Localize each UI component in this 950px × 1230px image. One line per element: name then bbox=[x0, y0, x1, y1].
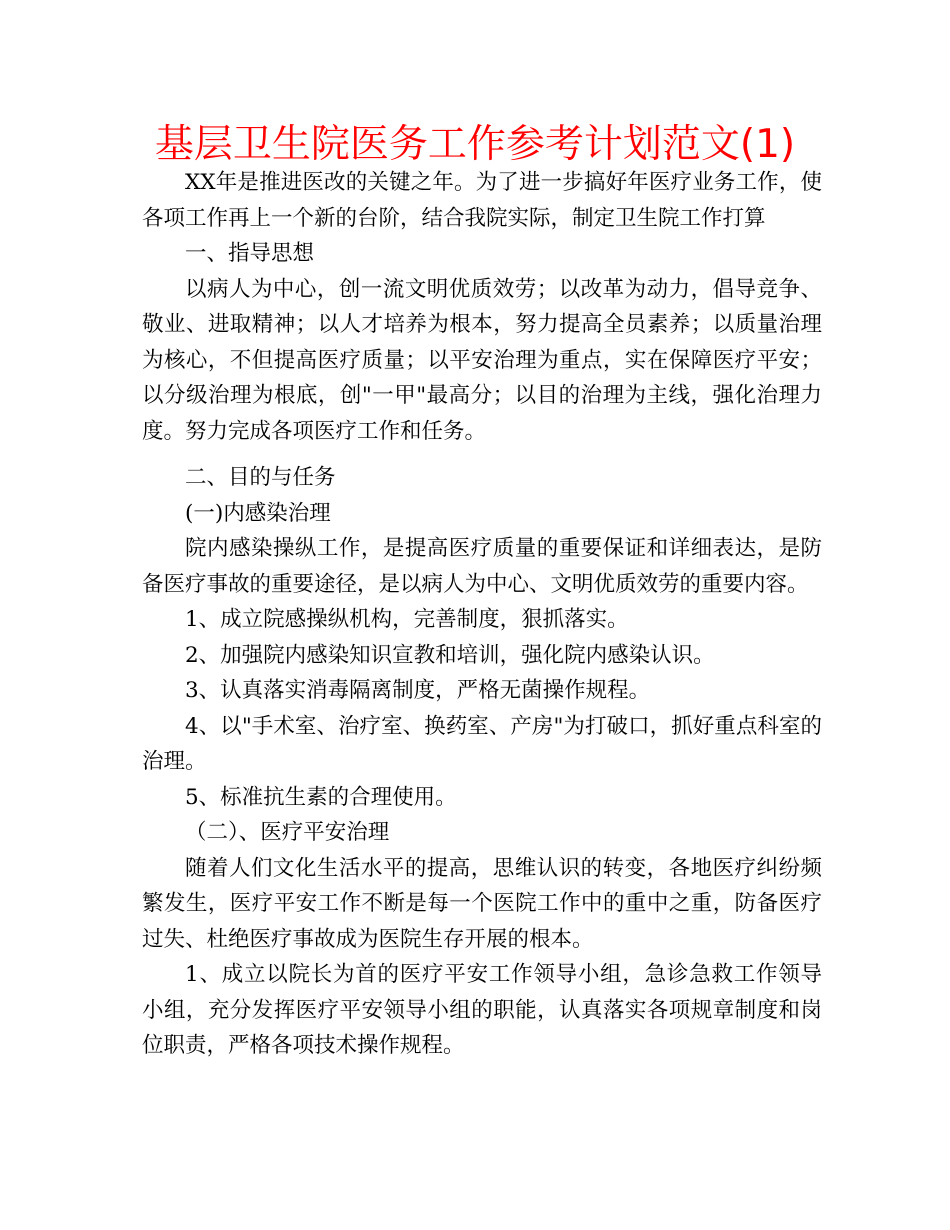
list-item: 1、成立以院长为首的医疗平安工作领导小组，急诊急救工作领导小组，充分发挥医疗平安领导小组的职能，认真落实各项规章制度和岗位职责，严格各项技术操作规程。 bbox=[142, 962, 822, 1058]
heading-infection-control: (一)内感染治理 bbox=[185, 500, 331, 526]
list-item: 4、以"手术室、治疗室、换药室、产房"为打破口，抓好重点科室的治理。 bbox=[142, 713, 822, 774]
list-item: 5、标准抗生素的合理使用。 bbox=[185, 784, 457, 810]
paragraph-medical-safety: 随着人们文化生活水平的提高，思维认识的转变，各地医疗纠纷频繁发生，医疗平安工作不断是每一个医院工作中的重中之重，防备医疗过失、杜绝医疗事故成为医院生存开展的根本。 bbox=[142, 855, 822, 952]
heading-goals-tasks: 二、目的与任务 bbox=[185, 465, 336, 490]
list-item: 1、成立院感操纵机构，完善制度，狠抓落实。 bbox=[185, 607, 629, 632]
list-item: 3、认真落实消毒隔离制度，严格无菌操作规程。 bbox=[185, 678, 651, 703]
heading-guiding-ideology: 一、指导思想 bbox=[185, 241, 315, 266]
document-title: 基层卫生院医务工作参考计划范文(1) bbox=[154, 122, 796, 167]
document-body bbox=[142, 165, 822, 1064]
heading-medical-safety: （二）、医疗平安治理 bbox=[185, 820, 390, 845]
paragraph-guiding-ideology: 以病人为中心，创一流文明优质效劳；以改革为动力，倡导竞争、敬业、进取精神；以人才培养为根本，努力提高全员素养；以质量治理为核心，不但提高医疗质量；以平安治理为重点，实在保障医疗平安；以分级治理为根底，创"一甲"最高分；以目的治理为主线，强化治理力度。努力完成各项医疗工作和任务。 bbox=[142, 276, 822, 444]
paragraph-infection-control: 院内感染操纵工作，是提高医疗质量的重要保证和详细表达，是防备医疗事故的重要途径，是以病人为中心、文明优质效劳的重要内容。 bbox=[142, 536, 822, 597]
paragraph-intro: XX年是推进医改的关键之年。为了进一步搞好年医疗业务工作，使各项工作再上一个新的台阶，结合我院实际，制定卫生院工作打算 bbox=[142, 170, 822, 231]
list-item: 2、加强院内感染知识宣教和培训，强化院内感染认识。 bbox=[185, 642, 715, 668]
